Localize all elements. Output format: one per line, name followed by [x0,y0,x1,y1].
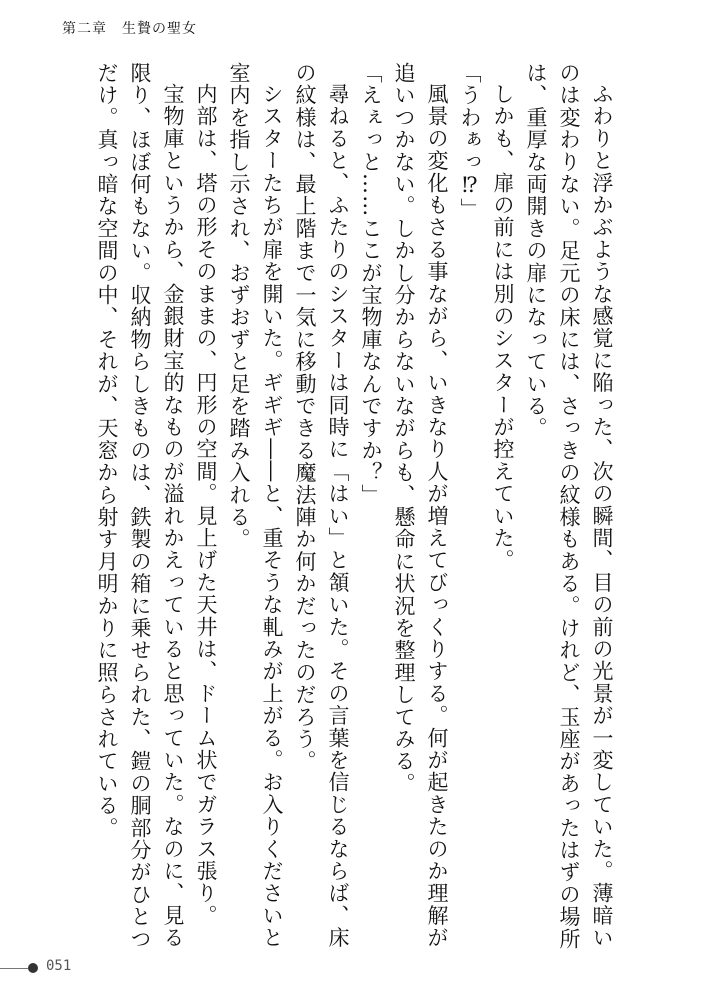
vertical-text-body [58,62,618,954]
page-number: 051 [46,958,72,974]
footer-rule [0,968,28,969]
footer-dot-icon [28,963,38,973]
paragraph: ふわりと浮かぶような感覚に陥った、次の瞬間、目の前の光景が一変していた。薄暗いのは変わりない。足元の床には、さっきの紋様もある。けれど、玉座があったはずの場所は、重厚な両開きの扉になっている。 [524,62,614,950]
dialog-line: 「えぇっと……ここが宝物庫なんですか？」 [359,62,383,506]
paragraph: しかも、扉の前には別のシスターが控えていた。 [491,83,515,572]
paragraph: 内部は、塔の形そのままの、円形の空間。見上げた天井は、ドーム状でガラス張り。 [194,83,218,927]
dialog-line: 「うわぁっ⁉」 [458,62,482,221]
paragraph: 宝物庫というから、金銀財宝的なものが溢れかえっていると思っていた。なのに、見る限り、ほぼ何もない。収納物らしきものは、鉄製の箱に乗せられた、鎧の胴部分がひとつだけ。真っ暗な空間の中、それが、天窓から射す月明かりに照らされている。 [95,62,185,950]
paragraph: シスターたちが扉を開いた。ギギギ――と、重そうな軋みが上がる。お入りくださいと室内を指し示され、おずおずと足を踏み入れる。 [227,62,284,949]
paragraph: 尋ねると、ふたりのシスターは同時に「はい」と頷いた。その言葉を信じるならば、床の紋様は、最上階まで一気に移動できる魔法陣か何かだったのだろう。 [293,62,350,949]
running-title: 第二章 生贄の聖女 [62,21,197,37]
paragraph: 風景の変化もさる事ながら、いきなり人が増えてびっくりする。何が起きたのか理解が追いつかない。しかし分からないながらも、懸命に状況を整理してみる。 [392,62,449,949]
